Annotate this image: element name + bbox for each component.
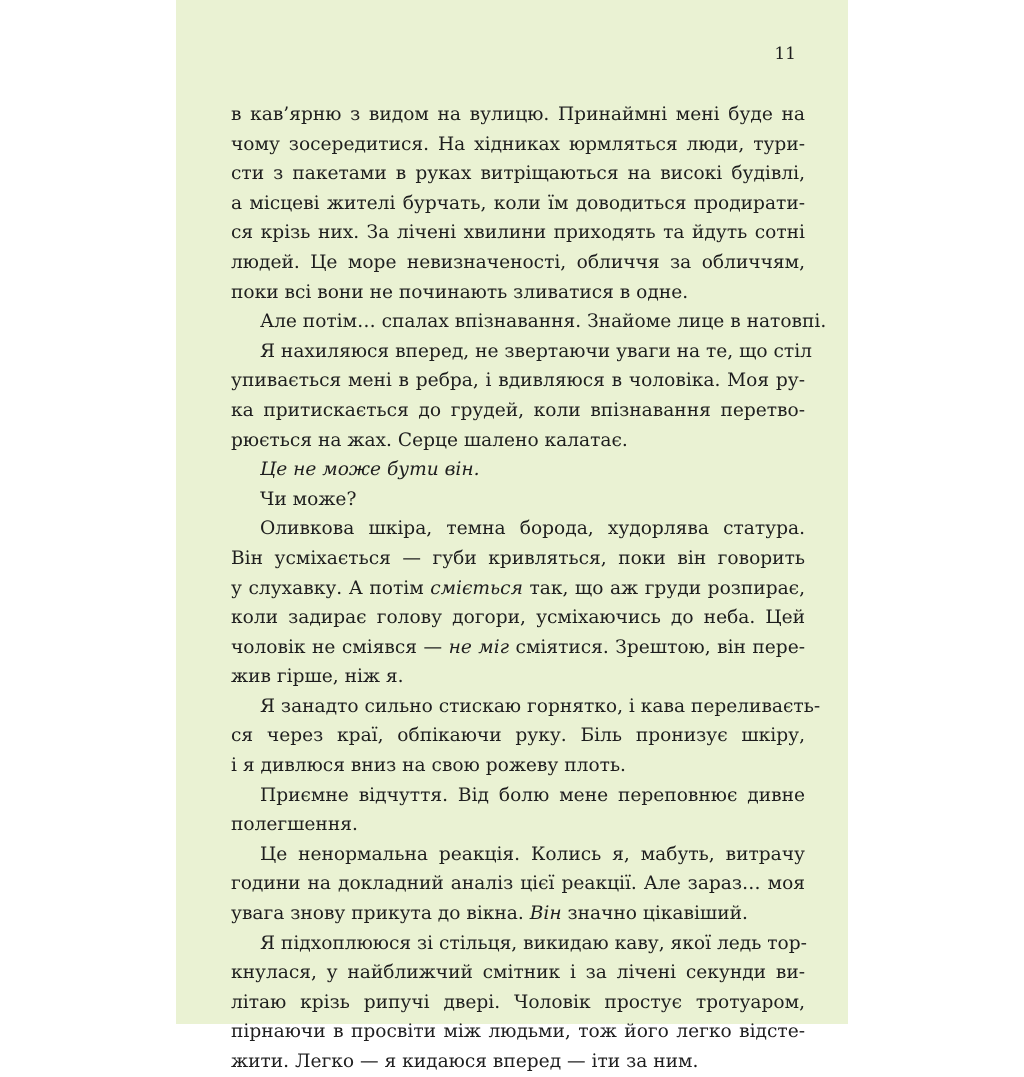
- text-segment: в кав’ярню з видом на вулицю. Принаймні мені буде на: [231, 104, 805, 125]
- italic-text: Це не може бути він.: [260, 459, 480, 481]
- text-line: [231, 1047, 805, 1077]
- text-line: [231, 130, 805, 160]
- text-segment: чому зосередитися. На хідниках юрмляться люди, тури-: [231, 133, 805, 155]
- text-line: [231, 278, 805, 308]
- page-number: 11: [774, 44, 796, 64]
- text-segment: поки всі вони не починають зливатися в одне.: [231, 281, 689, 303]
- text-line: [231, 633, 805, 663]
- text-segment: і я дивлюся вниз на свою рожеву плоть.: [231, 755, 626, 777]
- body-text: [231, 100, 827, 1077]
- text-segment: коли задирає голову догори, усміхаючись до неба. Цей: [231, 607, 805, 629]
- text-segment: Приємне відчуття. Від болю мене переповнює дивне: [260, 784, 805, 806]
- text-line: [231, 929, 805, 959]
- text-segment: пірнаючи в просвіти між людьми, тож його легко відсте-: [231, 1021, 805, 1043]
- text-segment: літаю крізь рипучі двері. Чоловік простує тротуаром,: [231, 991, 805, 1013]
- text-line: [231, 189, 805, 219]
- text-segment: години на докладний аналіз цієї реакції. Але зараз… моя: [231, 873, 805, 895]
- text-segment: Він усміхається — губи кривляться, поки він говорить: [231, 547, 805, 569]
- text-segment: Чи може?: [260, 488, 357, 510]
- text-segment: Оливкова шкіра, темна борода, худорлява статура.: [260, 518, 805, 540]
- text-line: [231, 781, 805, 811]
- text-line: [231, 958, 805, 988]
- text-line: [231, 574, 805, 604]
- italic-text: Він: [529, 903, 562, 925]
- text-segment: чоловік не сміявся —: [231, 636, 449, 658]
- text-line: [231, 692, 821, 722]
- text-segment: сти з пакетами в руках витріщаються на високі будівлі,: [231, 163, 805, 185]
- text-segment: кнулася, у найближчий смітник і за лічені секунди ви-: [231, 962, 805, 984]
- text-segment: Але потім… спалах впізнавання. Знайоме лице в натовпі.: [260, 311, 827, 333]
- text-segment: так, що аж груди розпирає,: [522, 577, 806, 599]
- text-line: [231, 751, 805, 781]
- text-segment: жити. Легко — я кидаюся вперед — іти за ним.: [231, 1051, 699, 1072]
- italic-text: не міг: [448, 636, 510, 658]
- text-line: [231, 248, 805, 278]
- text-segment: сміятися. Зрештою, він пере-: [509, 636, 805, 658]
- text-segment: людей. Це море невизначеності, обличчя за обличчям,: [231, 251, 805, 273]
- text-segment: Я підхоплююся зі стільця, викидаю каву, якої ледь тор-: [260, 932, 807, 954]
- text-line: [231, 366, 805, 396]
- text-line: [231, 544, 805, 574]
- text-segment: ка притискається до грудей, коли впізнавання перетво-: [231, 399, 805, 421]
- text-segment: значно цікавіший.: [561, 903, 748, 925]
- text-line: [231, 485, 805, 515]
- text-line: [231, 396, 805, 426]
- text-line: [231, 307, 827, 337]
- text-segment: Я занадто сильно стискаю горнятко, і кава переливаєть-: [260, 695, 821, 717]
- book-page: [176, 0, 848, 1072]
- text-line: [231, 218, 805, 248]
- text-line: [231, 337, 812, 367]
- text-segment: упивається мені в ребра, і вдивляюся в чоловіка. Моя ру-: [231, 370, 805, 392]
- text-segment: жив гірше, ніж я.: [231, 666, 404, 688]
- text-line: [231, 869, 805, 899]
- text-segment: а місцеві жителі бурчать, коли їм доводиться продирати-: [231, 192, 805, 214]
- text-segment: рюється на жах. Серце шалено калатає.: [231, 429, 628, 451]
- text-line: [231, 514, 805, 544]
- text-line: [231, 662, 805, 692]
- text-segment: у слухавку. А потім: [231, 577, 431, 599]
- text-line: [231, 899, 805, 929]
- text-line: [231, 603, 805, 633]
- text-line: [231, 721, 805, 751]
- text-line: [231, 455, 805, 485]
- italic-text: сміється: [430, 577, 523, 599]
- text-line: [231, 100, 805, 130]
- text-segment: полегшення.: [231, 814, 358, 836]
- text-line: [231, 840, 805, 870]
- text-line: [231, 810, 805, 840]
- text-line: [231, 988, 805, 1018]
- text-segment: увага знову прикута до вікна.: [231, 903, 530, 925]
- text-line: [231, 159, 805, 189]
- text-line: [231, 426, 805, 456]
- text-segment: Це ненормальна реакція. Колись я, мабуть, витрачу: [260, 843, 805, 865]
- text-segment: ся через краї, обпікаючи руку. Біль пронизує шкіру,: [231, 725, 805, 747]
- text-segment: Я нахиляюся вперед, не звертаючи уваги на те, що стіл: [260, 340, 812, 362]
- text-line: [231, 1017, 805, 1047]
- text-segment: ся крізь них. За лічені хвилини приходять та йдуть сотні: [231, 222, 805, 244]
